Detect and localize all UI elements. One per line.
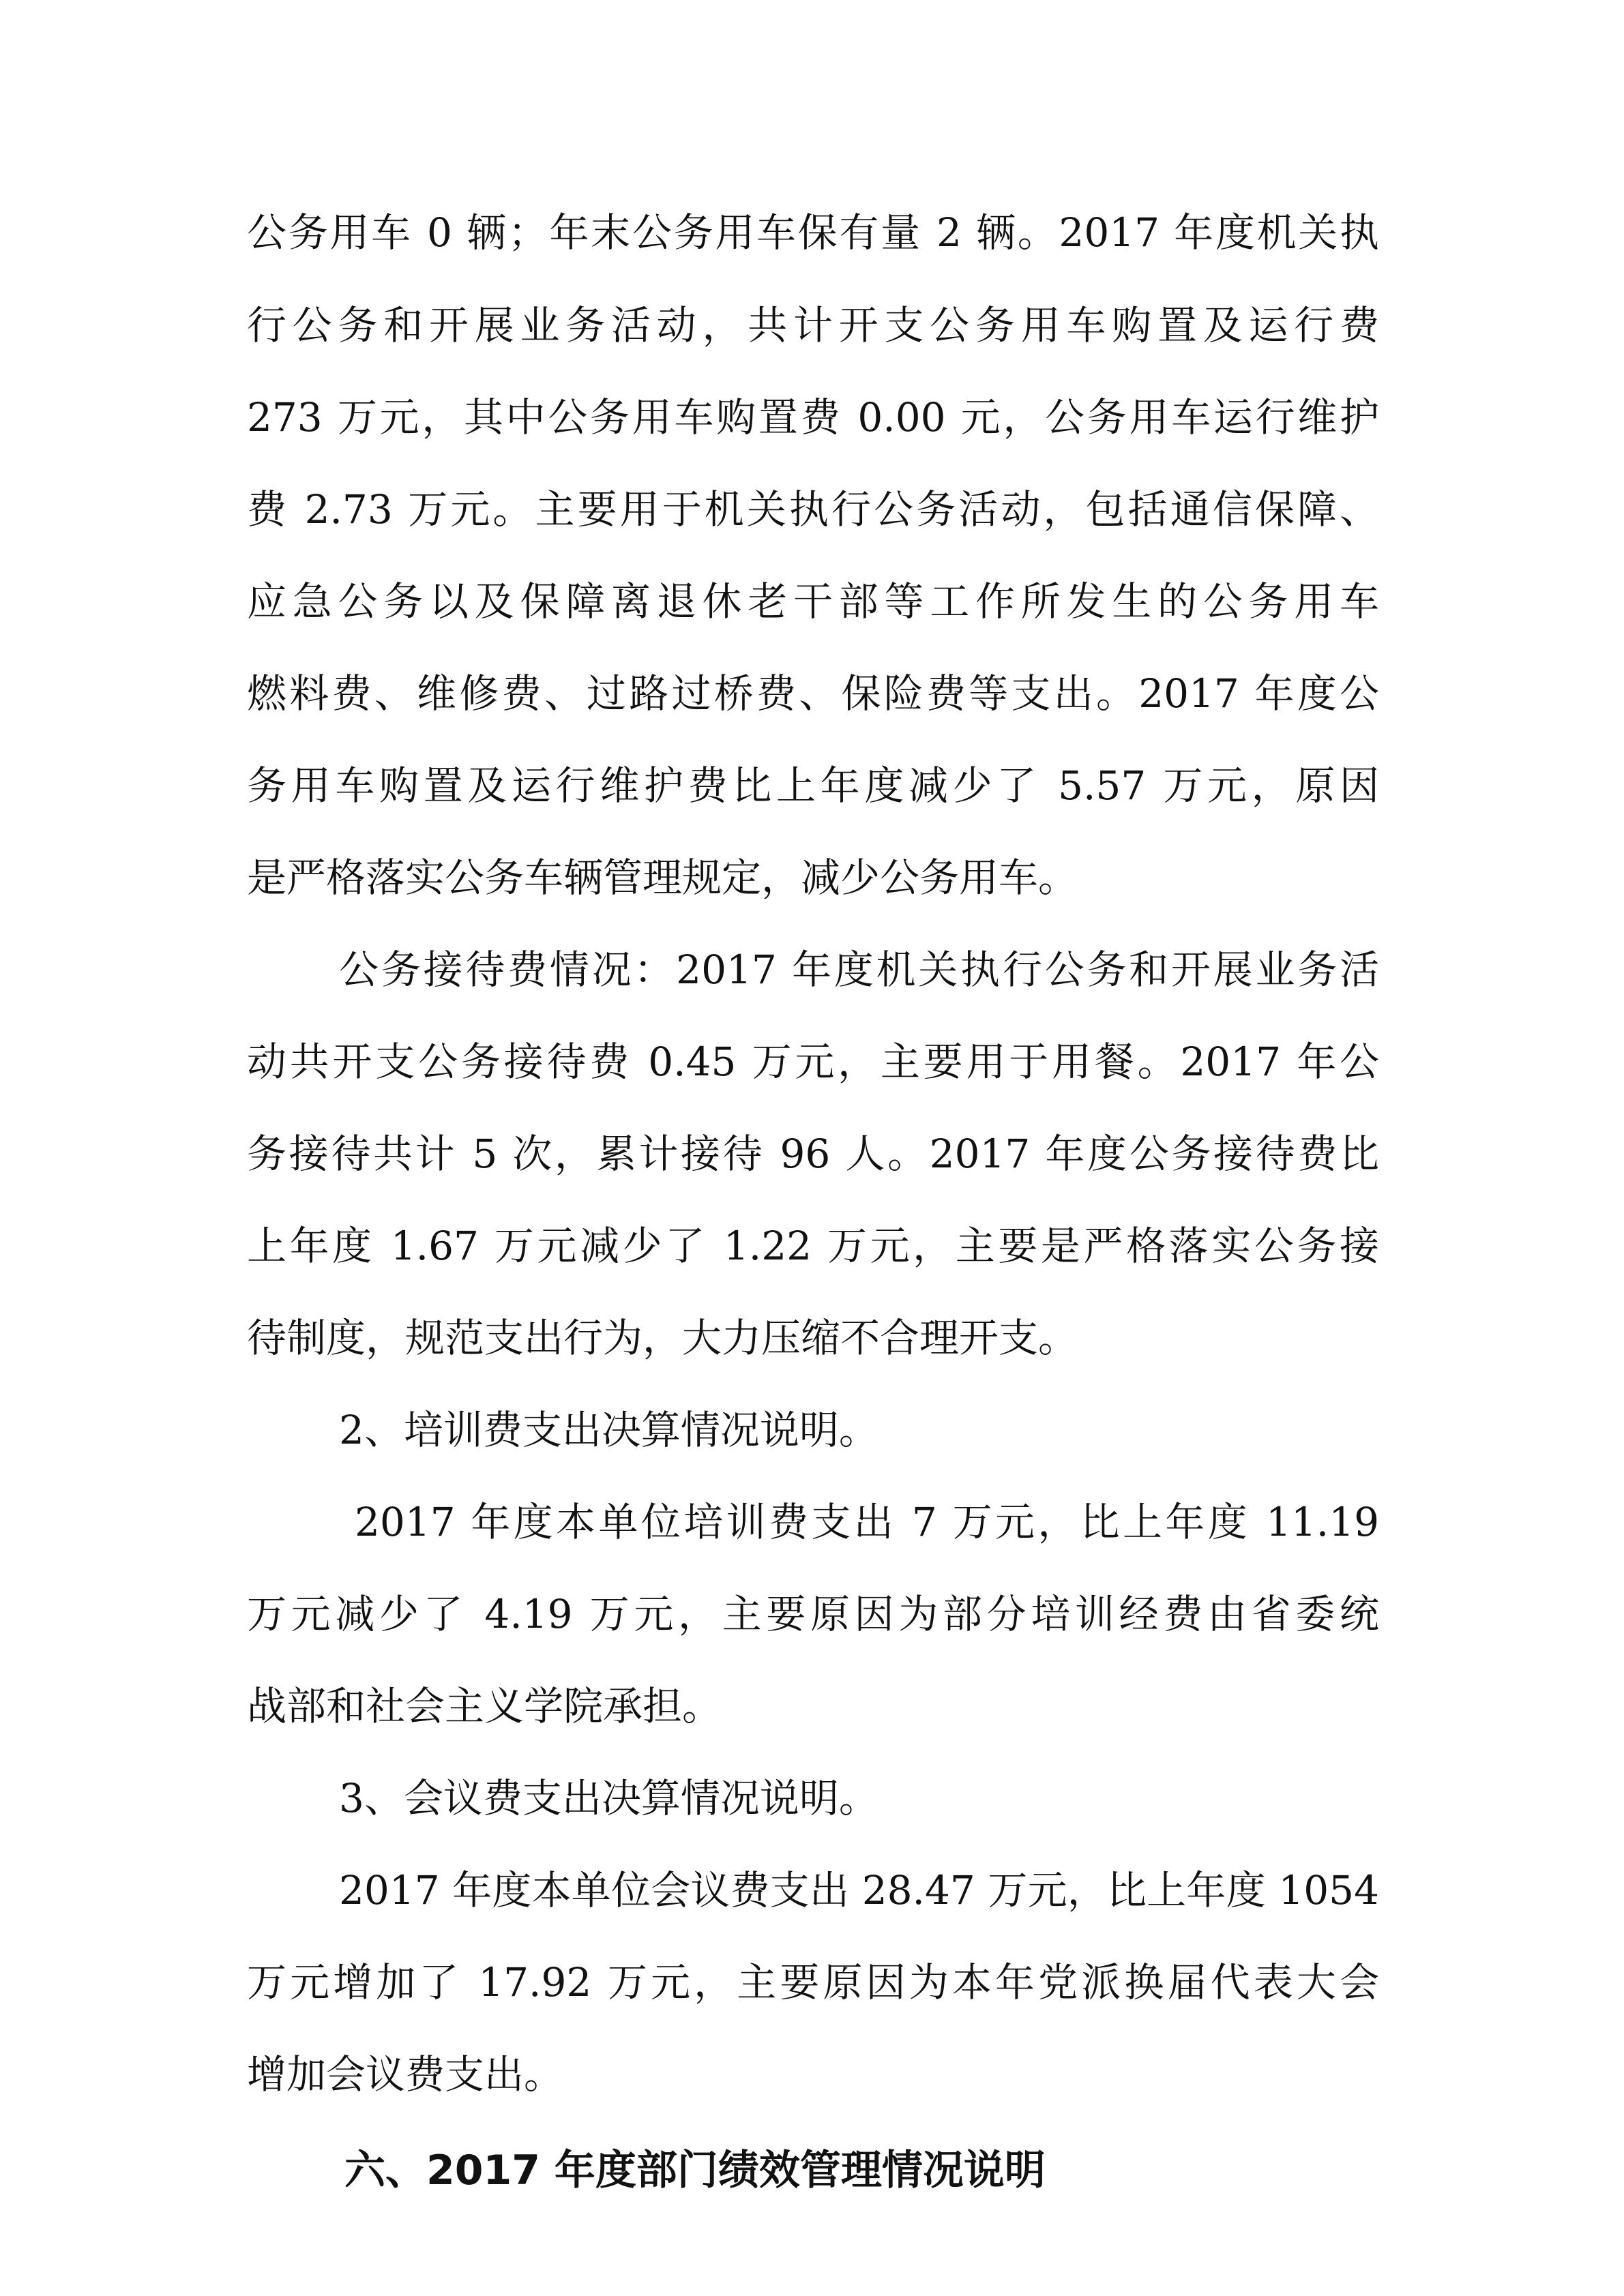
paragraph-line: 行公务和开展业务活动，共计开支公务用车购置及运行费 [247,302,1379,348]
paragraph-line: 公务接待费情况：2017 年度机关执行公务和开展业务活 [339,946,1379,993]
paragraph-line: 务用车购置及运行维护费比上年度减少了 5.57 万元，原因 [247,762,1379,809]
section-heading: 六、2017 年度部门绩效管理情况说明 [344,2147,1046,2194]
paragraph-line: 待制度，规范支出行为，大力压缩不合理开支。 [247,1315,1078,1361]
paragraph-line: 万元增加了 17.92 万元，主要原因为本年党派换届代表大会 [247,1959,1379,2006]
paragraph-line: 战部和社会主义学院承担。 [247,1683,722,1729]
subsection-title: 3、会议费支出决算情况说明。 [339,1775,879,1821]
paragraph-line: 2017 年度本单位会议费支出 28.47 万元，比上年度 1054 [339,1867,1379,1913]
paragraph-line: 动共开支公务接待费 0.45 万元，主要用于用餐。2017 年公 [247,1039,1379,1085]
paragraph-line: 增加会议费支出。 [247,2051,564,2098]
paragraph-line: 公务用车 0 辆；年末公务用车保有量 2 辆。2017 年度机关执 [247,209,1379,256]
paragraph-line: 应急公务以及保障离退休老干部等工作所发生的公务用车 [247,578,1379,625]
paragraph-line: 务接待共计 5 次，累计接待 96 人。2017 年度公务接待费比 [247,1131,1379,1177]
paragraph-line: 273 万元，其中公务用车购置费 0.00 元，公务用车运行维护 [247,394,1380,441]
paragraph-line: 上年度 1.67 万元减少了 1.22 万元，主要是严格落实公务接 [247,1223,1379,1269]
paragraph-line: 费 2.73 万元。主要用于机关执行公务活动，包括通信保障、 [247,486,1379,533]
paragraph-line: 是严格落实公务车辆管理规定，减少公务用车。 [247,854,1078,901]
paragraph-line: 燃料费、维修费、过路过桥费、保险费等支出。2017 年度公 [247,670,1379,717]
subsection-title: 2、培训费支出决算情况说明。 [339,1407,879,1453]
paragraph-line: 2017 年度本单位培训费支出 7 万元，比上年度 11.19 [355,1499,1379,1545]
paragraph-line: 万元减少了 4.19 万元，主要原因为部分培训经费由省委统 [247,1591,1379,1637]
